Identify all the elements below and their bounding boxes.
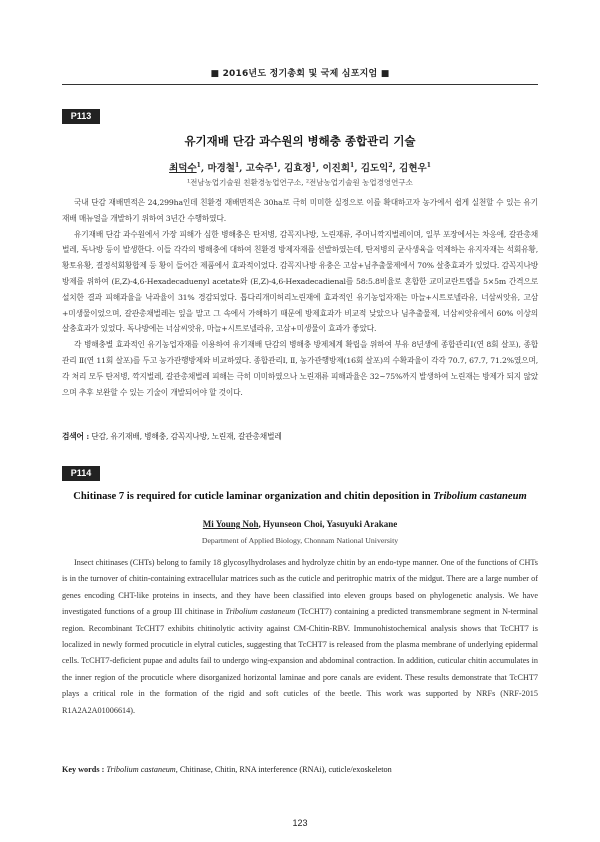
author-affiliation-mark: 1 xyxy=(196,161,201,169)
abstract-id-tag: P113 xyxy=(62,109,100,124)
abstract-id-tag: P114 xyxy=(62,466,100,481)
abstract-body xyxy=(62,195,538,400)
keywords-text: 단감, 유기재배, 병해충, 감꼭지나방, 노린재, 갈관총채벌레 xyxy=(91,432,282,441)
keywords-species: Tribolium castaneum xyxy=(106,765,176,774)
author-affiliation-mark: 1 xyxy=(273,161,278,169)
author-name: 김효정 xyxy=(284,163,312,174)
presenting-author: Mi Young Noh xyxy=(202,519,259,529)
species-name: Tribolium castaneum xyxy=(225,607,296,617)
keywords-text: , Chitinase, Chitin, RNA interference (RNAi), cuticle/exoskeleton xyxy=(175,765,392,774)
author-name: 마경철 xyxy=(207,163,235,174)
author-list: 최덕수$^1$, 마경철$^1$, 고숙주$^1$, 김효정$^1$, 이진희$^1$, 김도익$^2$, 김현우$^1$ xyxy=(169,161,431,174)
author-name: 김현우 xyxy=(399,163,427,174)
abstract-title: 유기재배 단감 과수원의 병해충 종합관리 기술 xyxy=(184,134,416,148)
paragraph: 유기재배 단감 과수원에서 가장 피해가 심한 병해충은 탄저병, 감꼭지나방, 노린재류, 주머니깍지벌레이며, 일부 포장에서는 차응애, 갈관총채벌레, 독나방 등이 발생한다. 이들 각각의 병해충에 대하여 친환경 방제자재를 선발하였는데, 탄저병의 균사생육을 억제하는 유지자재는 석회유황, 황토유황, 결정석회황합제 등 황이 들어간 제품에서 효과적이었다. 감꼭지나방 유충은 고삼+님추출물제에서 70% 살충효과가 있었다. 감꼭지나방 방제를 위하여 (E,Z)-4,6-Hexadecaduenyl acetate와 (E,Z)-4,6-Hexadecadienal를 58:5.8비율로 혼합한 교미교란트랩을 5×5m 간격으로 설치한 결과 피해과율을 낙과율이 31% 경감되었다. 톱다리개미허리노린재에 효과적인 유기농업자재는 마늘+시트로넬라유, 너삼씨앗유, 고삼+미생물이었으며, 갈관총채벌레는 잎을 말고 그 속에서 가해하기 때문에 방제효과가 비교적 낮았으나 님추출물제, 너삼씨앗유에서 60% 이상의 살충효과가 있었다. 독나방에는 너삼씨앗유, 마늘+시트로넬라유, 고삼+미생물이 효과가 좋았다. xyxy=(62,229,538,334)
title-species: Tribolium castaneum xyxy=(433,491,527,502)
author-name: 이진희 xyxy=(322,163,351,174)
keywords-label: Key words : xyxy=(62,765,105,774)
abstract-body xyxy=(62,555,538,719)
affiliation: ¹전남농업기술원 친환경농업연구소, ²전남농업기술원 농업경영연구소 xyxy=(187,178,413,187)
page-number: 123 xyxy=(292,818,308,828)
author-name: 고숙주 xyxy=(245,163,274,174)
abstract-title xyxy=(62,491,538,502)
header-rule xyxy=(62,84,538,85)
keywords-label: 검색어 : xyxy=(62,432,90,441)
author-affiliation-mark: 1 xyxy=(234,161,240,169)
paragraph: 각 병해충별 효과적인 유기농업자재를 이용하여 유기재배 단감의 병해충 방제체계 확립을 위하여 부유 8년생에 종합관리Ⅰ(연 8회 살포), 종합관리 Ⅱ(연 11회 살포)를 두고 농가관행방제와 비교하였다. 종합관리Ⅰ, Ⅱ, 농가관행방제(16회 살포)의 수확과율이 각각 70.7, 67.7, 71.2%였으며, 각 처리 모두 탄저병, 깍지벌레, 갈관총채벌레 피해는 극히 미미하였으나 노린재류 피해과율은 32~75%까지 발생하여 노린재는 방제가 되지 않았으며 추후 보완할 수 있는 기술이 개발되어야 할 것이다. xyxy=(62,340,538,397)
author-affiliation-mark: 1 xyxy=(311,161,316,169)
keywords xyxy=(62,762,538,778)
affiliation: Department of Applied Biology, Chonnam National University xyxy=(201,536,399,545)
title-main: Chitinase 7 is required for cuticle laminar organization and chitin deposition in xyxy=(73,491,434,502)
author-name: 김도익 xyxy=(360,163,389,174)
author-affiliation-mark: 2 xyxy=(388,161,393,169)
paragraph: 국내 단감 재배면적은 24,299ha인데 친환경 재배면적은 30ha로 극히 미미한 실정으로 이를 확대하고자 농가에서 쉽게 실천할 수 있는 유기재배 매뉴얼을 개발하기 위하여 3년간 수행하였다. xyxy=(62,198,538,223)
author-name: 최덕수 xyxy=(169,163,197,174)
author-list xyxy=(62,519,538,529)
author-affiliation-mark: 1 xyxy=(350,161,355,169)
proceedings-header: ■ 2016년도 정기총회 및 국제 심포지엄 ■ xyxy=(210,69,390,79)
keywords xyxy=(62,429,538,445)
co-authors: , Hyunseon Choi, Yasuyuki Arakane xyxy=(258,519,398,529)
author-affiliation-mark: 1 xyxy=(426,161,431,169)
paragraph: Insect chitinases (CHTs) belong to family 18 glycosylhydrolases and hydrolyze chitin by an endo-type manner. One of the functions of CHTs is in the turnover of chitin-containing extracellular matrices such as the cuticle and peritrophic matrix of the midgut. There are a large number of genes encoding CHT-like proteins in insects, and they have been classified into eleven groups based on phylogenetic analysis. We have investigated functions of a group III chitinase in Tribolium castaneum (TcCHT7) containing a predicted transmembrane segment in N-terminal region. Recombinant TcCHT7 exhibits chitinolytic activity against CM-Chitin-RBV. Immunohistochemical analysis shows that TcCHT7 is localized in newly formed procuticle in elytral cuticles, suggesting that TcCHT7 is released from the plasma membrane of underlying epidermal cells. TcCHT7-deficient pupae and adults fail to undergo wing-expansion and abdominal contraction. In addition, cuticular chitin accumulates in the inner region of the procuticle where disorganized horizontal laminae and pore canals are evident. These results demonstrate that TcCHT7 plays a critical role in the formation of the rigid and soft cuticles of the beetle. This work was supported by NRFs (NRF-2015 R1A2A2A01006614). xyxy=(62,558,538,715)
